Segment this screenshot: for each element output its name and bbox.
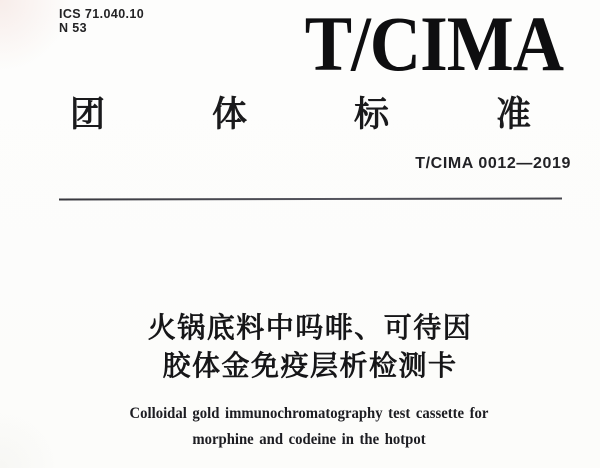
standard-type-char: 准 — [495, 95, 531, 134]
ics-code: ICS 71.040.10 — [59, 7, 145, 21]
document-title-en — [24, 401, 594, 453]
standard-type-char: 标 — [353, 95, 389, 134]
standard-type-char: 团 — [70, 95, 106, 134]
document-title-cn-line1: 火锅底料中吗啡、可待因 — [147, 312, 473, 343]
standard-type-char: 体 — [211, 95, 247, 134]
document-title-cn-line2: 胶体金免疫层析检测卡 — [162, 350, 458, 381]
standard-number: T/CIMA 0012—2019 — [415, 155, 571, 172]
document-title-en-line2: morphine and codeine in the hotpot — [192, 431, 426, 448]
standards-org-wordmark: T/CIMA — [304, 1, 563, 88]
ics-classification-block — [59, 8, 144, 35]
header-divider-rule — [59, 197, 562, 200]
classification-code: N 53 — [59, 20, 88, 35]
document-title-en-line1: Colloidal gold immunochromatography test cassette for — [129, 405, 489, 422]
standard-type-heading — [70, 96, 531, 134]
document-title-cn — [10, 309, 600, 385]
